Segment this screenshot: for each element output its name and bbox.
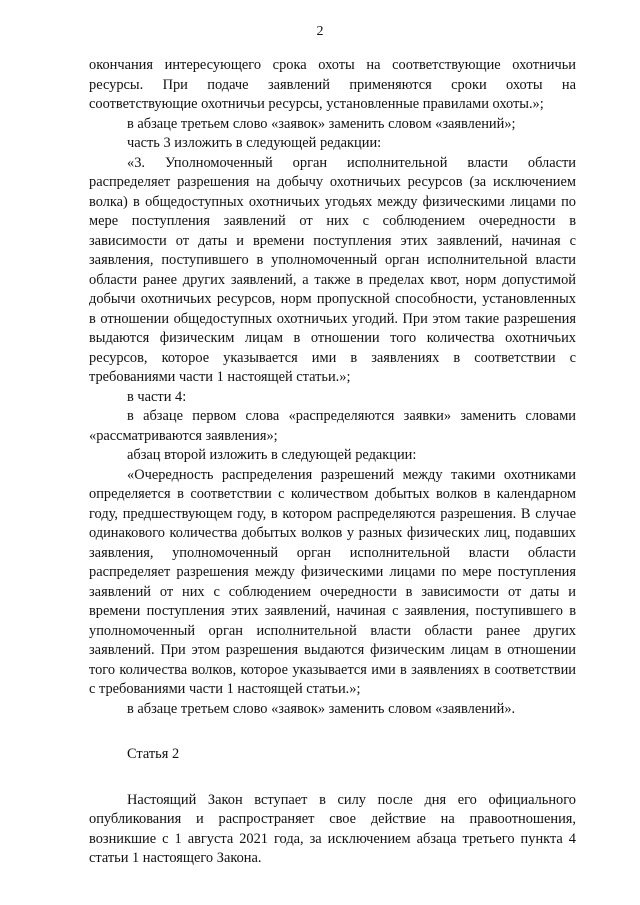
paragraph-3: часть 3 изложить в следующей редакции: xyxy=(127,135,382,151)
paragraph-4: «3. Уполномоченный орган исполнительной власти области распределяет разрешения на добычу охотничьих ресурсов (за исключением волка) в общедоступных охотничьих угодьях между физическими лицами по мере поступления заявлений от них с соблюдением очередности в зависимости от даты и времени поступления этих заявлений, начиная с заявления, поступившего в уполномоченный орган исполнительной власти области ранее других заявлений, а также в пределах квот, норм допустимой добычи охотничьих ресурсов, норм пропускной способности, установленных в отношении общедоступных охотничьих угодий. При этом такие разрешения выдаются физическим лицам в отношении того количества охотничьих ресурсов, которое указывается ими в заявлениях в соответствии с требованиями части 1 настоящей статьи.»; xyxy=(89,154,576,385)
paragraph-7: абзац второй изложить в следующей редакции: xyxy=(127,447,417,463)
paragraph-2: в абзаце третьем слово «заявок» заменить словом «заявлений»; xyxy=(127,115,516,132)
page-number: 2 xyxy=(316,24,324,39)
paragraph-11: Настоящий Закон вступает в силу после дня его официального опубликования и распространяет свое действие на правоотношения, возникшие с 1 августа 2021 года, за исключением абзаца третьего пункта 4 статьи 1 настоящего Закона. xyxy=(89,791,576,866)
article-heading: Статья 2 xyxy=(127,746,180,762)
paragraph-6: в абзаце первом слова «распределяются заявки» заменить словами «рассматриваются заявления»; xyxy=(89,408,576,444)
paragraph-9: в абзаце третьем слово «заявок» заменить словом «заявлений». xyxy=(127,700,516,717)
document-body xyxy=(89,56,576,869)
paragraph-1: окончания интересующего срока охоты на соответствующие охотничьи ресурсы. При подаче заявлений применяются сроки охоты на соответствующие охотничьи ресурсы, установленные правилами охоты.»; xyxy=(89,57,576,112)
paragraph-5: в части 4: xyxy=(127,388,187,405)
paragraph-8: «Очередность распределения разрешений между такими охотниками определяется в соответствии с количеством добытых волков в календарном году, предшествующем году, в котором распределяются разрешения. В случае одинакового количества добытых волков у разных физических лиц, подавших заявления, уполномоченный орган исполнительной власти области распределяет разрешения между физическими лицами по мере поступления заявлений от них с соблюдением очередности в зависимости от даты и времени поступления этих заявлений, начиная с заявления, поступившего в уполномоченный орган исполнительной власти области ранее других заявлений. При этом разрешения выдаются физическим лицам в отношении того количества волков, которое указывается ими в заявлениях в соответствии с требованиями части 1 настоящей статьи.»; xyxy=(89,466,576,697)
